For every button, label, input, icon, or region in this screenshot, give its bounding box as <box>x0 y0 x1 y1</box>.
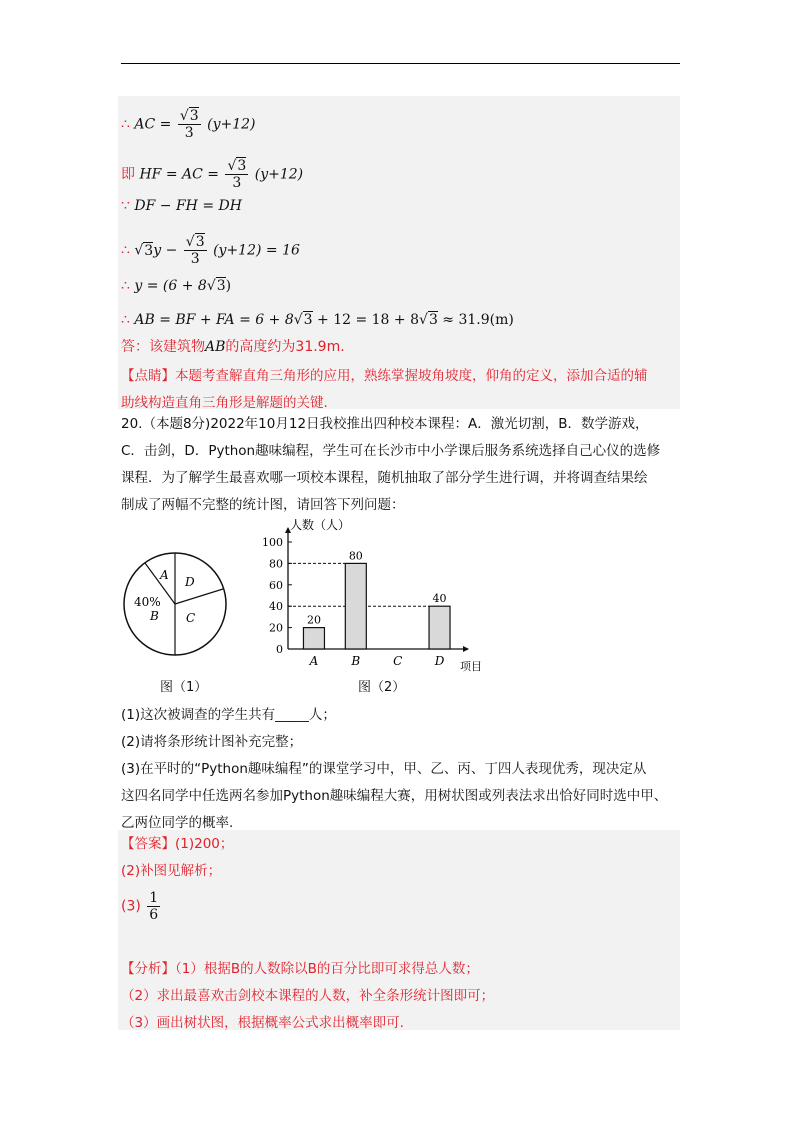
solution-line-6: ∴ AB = BF + FA = 6 + 8√3 + 12 = 18 + 8√3 ≈ 31.9(m) <box>121 312 514 328</box>
bar-b <box>345 563 366 649</box>
sub-question-3-cont: 乙两位同学的概率. <box>121 815 234 831</box>
y-tick-label: 100 <box>262 536 283 549</box>
pie-label-d: D <box>185 575 195 589</box>
y-tick-label: 0 <box>276 643 283 656</box>
answer-1: 【答案】(1)200； <box>121 836 234 852</box>
sub-question-3-cont: 这四名同学中任选两名参加Python趣味编程大赛，用树状图或列表法求出恰好同时选中甲、 <box>121 788 668 804</box>
equation-lhs: HF = AC = <box>139 166 220 183</box>
analysis-3: （3）画出树状图，根据概率公式求出概率即可. <box>121 1015 404 1031</box>
fraction: $\frac{√3}{3}$ <box>185 234 205 267</box>
question-text-line: 20.（本题8分)2022年10月12日我校推出四种校本课程：A．激光切割，B．数学游戏， <box>121 416 649 432</box>
solution-line-5: ∴ y = (6 + 8√3) <box>121 278 232 294</box>
answer-2: (2)补图见解析； <box>121 863 222 879</box>
therefore-symbol: ∴ <box>121 278 130 294</box>
equation: DF − FH = DH <box>134 198 242 214</box>
comment-dianjing: 【点睛】本题考查解直角三角形的应用，熟练掌握坡角坡度，仰角的定义，添加合适的辅 助线构造直角三角形是解题的关键. <box>121 368 648 411</box>
solution-line-2 <box>121 158 303 191</box>
data-label-b: 80 <box>348 549 363 563</box>
analysis-2: （2）求出最喜欢击剑校本课程的人数，补全条形统计图即可； <box>121 988 495 1004</box>
equation-rest: (y+12) = 16 <box>213 242 300 259</box>
equation-rest: (y+12) <box>207 116 256 133</box>
analysis-1: 【分析】（1）根据B的人数除以B的百分比即可求得总人数； <box>121 961 479 977</box>
analysis-block <box>121 956 681 1037</box>
x-tick-label-d: D <box>434 654 445 668</box>
bar-a <box>303 628 324 649</box>
bar-d <box>429 606 450 649</box>
solution-line-1 <box>121 108 256 141</box>
x-tick-label-a: A <box>309 654 319 668</box>
x-tick-label-c: C <box>393 654 403 668</box>
data-label-d: 40 <box>432 592 447 606</box>
therefore-symbol: ∴ <box>121 116 130 133</box>
pie-label-a: A <box>160 568 169 582</box>
fraction: $\frac{√3}{3}$ <box>179 108 199 141</box>
bar-chart <box>262 515 492 675</box>
solution-line-3 <box>121 196 242 216</box>
fig1-caption: 图（1） <box>160 680 208 695</box>
x-tick-label-b: B <box>351 654 361 668</box>
bar-xlabel: 项目 <box>460 660 482 673</box>
x-axis-arrow <box>463 646 469 652</box>
because-symbol: ∵ <box>121 198 130 214</box>
answer-3: (3) $\frac{1}{6}$ <box>121 890 159 923</box>
bar-ylabel: 人数（人） <box>290 518 351 532</box>
sub-question-1: (1)这次被调查的学生共有_____人； <box>121 707 336 723</box>
header-rule <box>121 63 680 64</box>
question-text-line: 制成了两幅不完整的统计图，请回答下列问题： <box>121 497 405 513</box>
fraction: $\frac{√3}{3}$ <box>227 158 247 191</box>
pie-chart <box>120 542 230 657</box>
answer-statement: 答：该建筑物AB的高度约为31.9m. <box>121 339 345 355</box>
y-tick-label: 80 <box>269 557 283 571</box>
equation-rest: (y+12) <box>254 166 304 183</box>
pie-label-b: B <box>150 609 159 623</box>
fig2-caption: 图（2） <box>358 680 406 695</box>
therefore-symbol: ∴ <box>121 242 130 259</box>
question-20 <box>121 411 681 519</box>
equation-part: y − <box>153 242 178 259</box>
pie-percent-b: 40% <box>134 595 161 609</box>
equation: y = (6 + 8 <box>134 278 207 294</box>
sqrt-term: 3 <box>144 242 154 259</box>
pie-label-c: C <box>186 611 196 625</box>
equation-lhs: AC = <box>134 116 172 133</box>
therefore-symbol: ∴ <box>121 312 130 328</box>
y-tick-label: 60 <box>269 578 283 592</box>
equation: AB = BF + FA = 6 + 8 <box>134 312 294 328</box>
data-label-a: 20 <box>306 613 321 627</box>
sub-question-3: (3)在平时的“Python趣味编程”的课堂学习中，甲、乙、丙、丁四人表现优秀，现决定从 <box>121 761 647 777</box>
sub-questions <box>121 702 681 837</box>
question-text-line: 课程．为了解学生最喜欢哪一项校本课程，随机抽取了部分学生进行调，并将调查结果绘 <box>121 470 648 486</box>
y-tick-label: 20 <box>269 621 283 635</box>
question-text-line: C．击剑，D．Python趣味编程，学生可在长沙市中小学课后服务系统选择自己心仪的选修 <box>121 443 661 459</box>
ji-prefix: 即 <box>121 166 135 183</box>
answer-block <box>121 831 681 885</box>
y-tick-label: 40 <box>269 600 283 614</box>
answer-3-fraction: $\frac{1}{6}$ <box>149 890 159 923</box>
sub-question-2: (2)请将条形统计图补充完整； <box>121 734 303 750</box>
solution-line-4: ∴ √3y − $\frac{√3}{3}$ (y+12) = 16 <box>121 234 300 267</box>
